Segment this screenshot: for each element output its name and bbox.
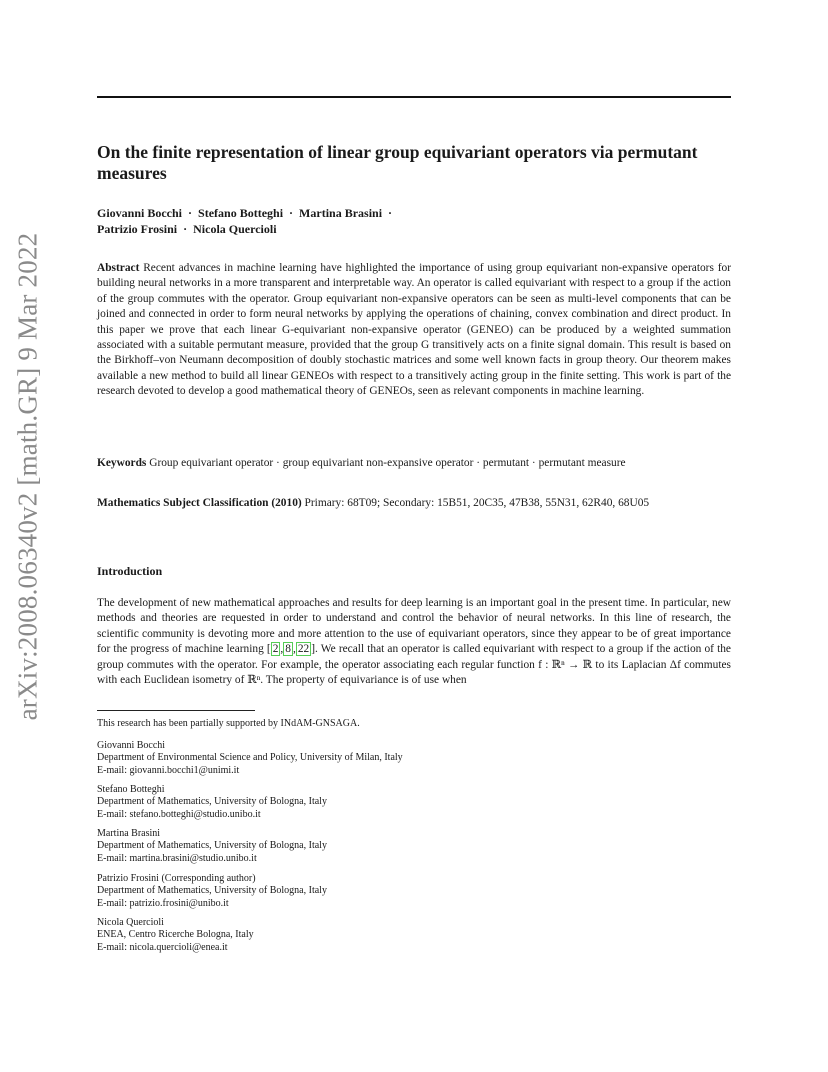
abstract-label: Abstract — [97, 262, 140, 274]
keywords-text: Group equivariant operator · group equivariant non-expansive operator · permutant · permutant measure — [149, 457, 626, 469]
author-name: Giovanni Bocchi — [97, 206, 183, 220]
affiliation-block — [97, 740, 403, 777]
citation-link[interactable]: 22 — [297, 643, 310, 656]
section-heading-introduction: Introduction — [97, 564, 163, 578]
affiliation-dept: ENEA, Centro Ricerche Bologna, Italy — [97, 929, 254, 941]
author-separator: · — [289, 206, 294, 220]
affiliation-name: Stefano Botteghi — [97, 784, 165, 795]
msc-text: Primary: 68T09; Secondary: 15B51, 20C35, 47B38, 55N31, 62R40, 68U05 — [304, 497, 650, 509]
abstract — [97, 261, 731, 400]
author-separator: · — [183, 222, 188, 236]
keywords — [97, 456, 731, 471]
affiliation-name: Giovanni Bocchi — [97, 740, 166, 751]
affiliation-block — [97, 873, 327, 910]
author-name: Stefano Botteghi — [198, 206, 284, 220]
msc-label: Mathematics Subject Classification (2010) — [97, 497, 302, 509]
funding-footnote: This research has been partially supported by INdAM-GNSAGA. — [97, 718, 360, 729]
paper-title: On the finite representation of linear group equivariant operators via permutant measures — [97, 142, 698, 183]
citation-group: [ 2 , 8 , 22 ] — [266, 643, 316, 656]
affiliation-block — [97, 917, 254, 954]
author-list — [97, 205, 737, 237]
citation-link[interactable]: 2 — [272, 643, 279, 656]
affiliation-email: E-mail: patrizio.frosini@unibo.it — [97, 897, 229, 909]
affiliation-name: Patrizio Frosini (Corresponding author) — [97, 873, 256, 884]
affiliation-email: E-mail: nicola.quercioli@enea.it — [97, 941, 228, 953]
affiliation-dept: Department of Mathematics, University of Bologna, Italy — [97, 796, 327, 808]
affiliation-dept: Department of Mathematics, University of Bologna, Italy — [97, 885, 327, 897]
arxiv-identifier-text: arXiv:2008.06340v2 [math.GR] 9 Mar 2022 — [12, 232, 43, 720]
intro-text-part2: . We recall that an operator is called equivariant with respect to a group if the action of the group commutes with the operator. For example, the operator associating each regular function f : ℝⁿ → ℝ to its Laplacian Δf commutes with each Euclidean isometry of ℝⁿ. The property of equivariance is of use when — [97, 643, 731, 687]
affiliation-email: E-mail: stefano.botteghi@studio.unibo.it — [97, 808, 261, 820]
author-separator: · — [388, 206, 393, 220]
affiliation-block — [97, 784, 327, 821]
affiliation-email: E-mail: giovanni.bocchi1@unimi.it — [97, 764, 240, 776]
top-rule — [97, 96, 731, 98]
introduction-paragraph — [97, 596, 731, 688]
affiliation-dept: Department of Mathematics, University of Bologna, Italy — [97, 840, 327, 852]
intro-text-part1: The development of new mathematical approaches and results for deep learning is an important goal in the present time. In particular, new methods and theories are requested in order to understand and control the behavior of neural networks. In this line of research, the scientific community is devoting more and more attention to the use of equivariant operators, since they appear to be of great importance for the progress of machine learning — [97, 597, 731, 656]
author-line-1 — [97, 205, 737, 221]
affiliation-dept: Department of Environmental Science and Policy, University of Milan, Italy — [97, 752, 403, 764]
arxiv-identifier — [8, 232, 48, 720]
citation-link[interactable]: 8 — [285, 643, 291, 656]
author-separator: · — [188, 206, 193, 220]
keywords-label: Keywords — [97, 457, 147, 469]
author-name: Patrizio Frosini — [97, 222, 178, 236]
author-line-2 — [97, 221, 737, 237]
footnote-rule — [97, 710, 255, 711]
author-name: Nicola Quercioli — [193, 222, 277, 236]
msc-classification — [97, 496, 731, 511]
affiliation-name: Nicola Quercioli — [97, 917, 164, 928]
affiliation-block — [97, 828, 327, 865]
affiliation-name: Martina Brasini — [97, 828, 161, 839]
affiliation-email: E-mail: martina.brasini@studio.unibo.it — [97, 852, 257, 864]
abstract-text: Recent advances in machine learning have highlighted the importance of using group equivariant non-expansive operators for building neural networks in a more transparent and interpretable way. An operator is called equivariant with respect to a group if the action of the group commutes with the operator. Group equivariant non-expansive operators can be seen as multi-level components that can be joined and connected in order to form neural networks by applying the operations of chaining, convex combination and direct product. In this paper we prove that each linear G-equivariant non-expansive operator (GENEO) can be produced by a weighted summation associated with a suitable permutant measure, provided that the group G transitively acts on a finite signal domain. This result is based on the Birkhoff–von Neumann decomposition of doubly stochastic matrices and some well known facts in group theory. Our theorem makes available a new method to build all linear GENEOs with respect to a transitively acting group in the finite setting. This work is part of the research devoted to develop a good mathematical theory of GENEOs, seen as relevant components in machine learning. — [97, 262, 731, 398]
author-name: Martina Brasini — [299, 206, 383, 220]
